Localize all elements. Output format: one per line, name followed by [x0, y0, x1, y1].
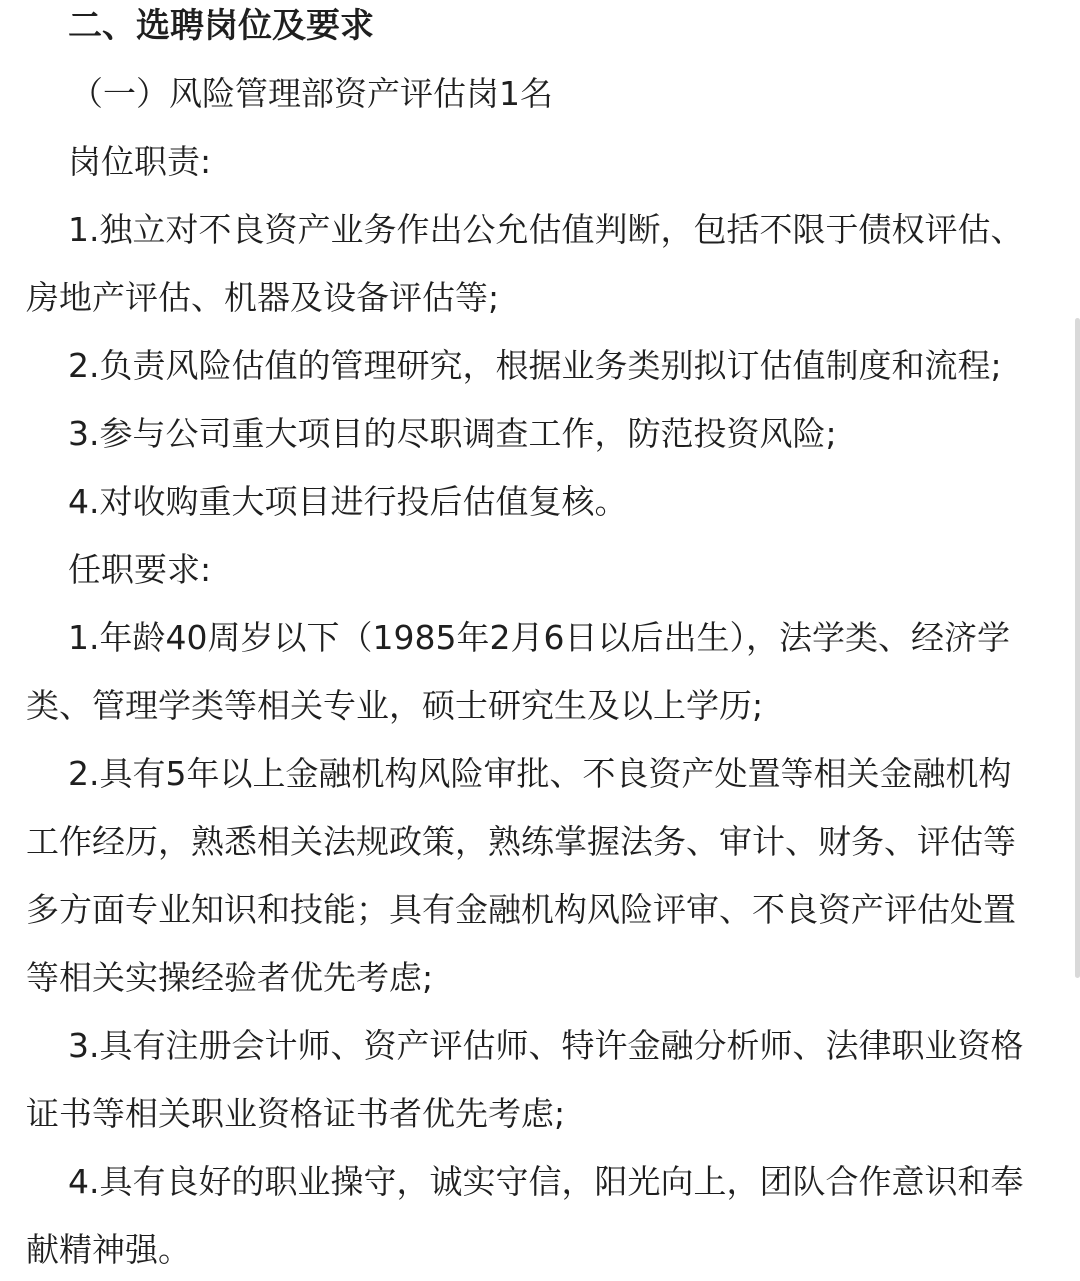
duty-line: 房地产评估、机器及设备评估等; — [26, 278, 500, 317]
requirement-line: 3.具有注册会计师、资产评估师、特许金融分析师、法律职业资格 — [68, 1026, 1024, 1065]
duty-line: 2.负责风险估值的管理研究，根据业务类别拟订估值制度和流程; — [68, 346, 1002, 385]
duty-line: 3.参与公司重大项目的尽职调查工作，防范投资风险; — [68, 414, 837, 453]
requirements-label: 任职要求: — [68, 550, 212, 589]
requirement-line: 类、管理学类等相关专业，硕士研究生及以上学历; — [26, 686, 764, 725]
vertical-scrollbar[interactable] — [1075, 318, 1080, 978]
requirement-line: 2.具有5年以上金融机构风险审批、不良资产处置等相关金融机构 — [68, 754, 1012, 793]
requirement-line: 4.具有良好的职业操守，诚实守信，阳光向上，团队合作意识和奉 — [68, 1162, 1024, 1201]
requirement-line: 等相关实操经验者优先考虑; — [26, 958, 434, 997]
position-title: （一）风险管理部资产评估岗1名 — [70, 74, 553, 113]
requirement-line: 工作经历，熟悉相关法规政策，熟练掌握法务、审计、财务、评估等 — [26, 822, 1016, 861]
requirement-line: 证书等相关职业资格证书者优先考虑; — [26, 1094, 566, 1133]
requirement-line: 1.年龄40周岁以下（1985年2月6日以后出生），法学类、经济学 — [68, 618, 1010, 657]
duty-line: 1.独立对不良资产业务作出公允估值判断，包括不限于债权评估、 — [68, 210, 1024, 249]
section-heading: 二、选聘岗位及要求 — [68, 6, 374, 46]
requirement-line: 献精神强。 — [26, 1230, 191, 1269]
duties-label: 岗位职责: — [68, 142, 212, 181]
duty-line: 4.对收购重大项目进行投后估值复核。 — [68, 482, 628, 521]
requirement-line: 多方面专业知识和技能；具有金融机构风险评审、不良资产评估处置 — [26, 890, 1016, 929]
